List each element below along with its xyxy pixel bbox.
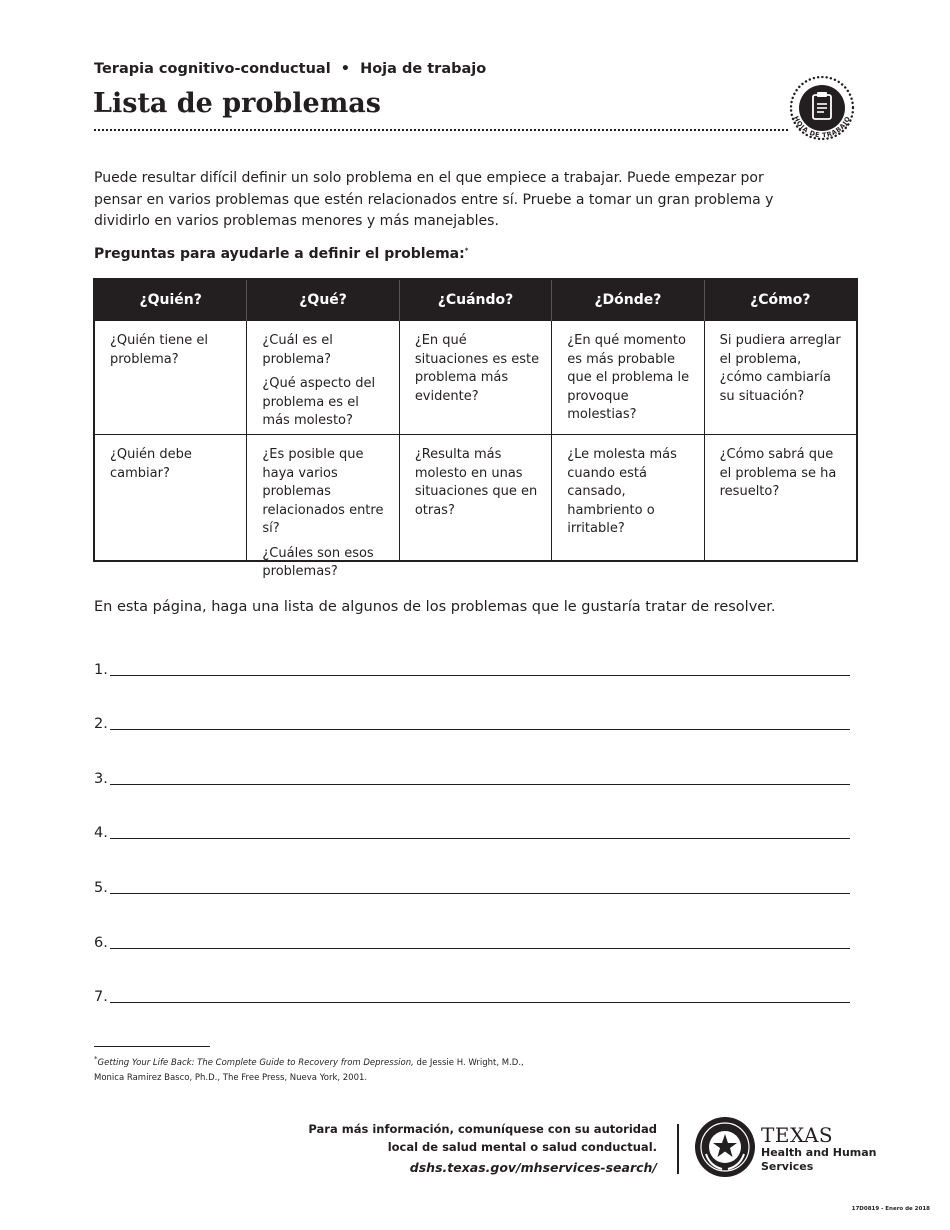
- table-cell: [95, 435, 246, 560]
- table-cell: [95, 321, 246, 434]
- question-text: ¿En qué momento es más probable que el problema le provoque molestias?: [567, 333, 690, 422]
- table-cell: [399, 435, 551, 560]
- title-dotted-rule: [94, 129, 788, 131]
- line-number: 4.: [94, 825, 108, 841]
- answer-line[interactable]: [110, 716, 850, 730]
- answer-line[interactable]: [110, 825, 850, 839]
- column-header-como: ¿Cómo?: [704, 280, 856, 321]
- footer-divider: [677, 1124, 679, 1174]
- brand-subtitle-line-2: Services: [761, 1159, 814, 1173]
- questions-table: [93, 278, 858, 579]
- question-text: ¿Cuál es el problema?: [262, 333, 333, 367]
- table-cell: [551, 435, 703, 560]
- question-text: ¿Le molesta más cuando está cansado, hambriento o irritable?: [567, 447, 677, 536]
- footnote-mark: *: [94, 1054, 98, 1063]
- list-instructions: En esta página, haga una lista de algunos de los problemas que le gustaría tratar de resolver.: [94, 599, 776, 615]
- contact-info: [308, 1120, 657, 1156]
- worksheet-badge: [786, 76, 858, 146]
- line-number: 6.: [94, 935, 108, 951]
- document-code: 17D0819 - Enero de 2018: [851, 1206, 930, 1212]
- answer-line[interactable]: [110, 880, 850, 894]
- table-cell: [246, 321, 398, 434]
- texas-seal-icon: [694, 1116, 756, 1178]
- footnote-line-1: [94, 1054, 524, 1068]
- question-text: ¿Quién debe cambiar?: [110, 447, 192, 481]
- contact-url-link[interactable]: dshs.texas.gov/mhservices-search/: [409, 1160, 657, 1175]
- question-text: ¿Qué aspecto del problema es el más molesto?: [262, 376, 376, 428]
- line-number: 3.: [94, 771, 108, 787]
- question-text: ¿Es posible que haya varios problemas relacionados entre sí?: [262, 447, 384, 536]
- problem-line-5[interactable]: [94, 874, 850, 896]
- answer-line[interactable]: [110, 771, 850, 785]
- column-header-quien: ¿Quién?: [139, 292, 202, 308]
- brand-subtitle-line-1: Health and Human: [761, 1146, 877, 1159]
- question-text: Si pudiera arreglar el problema, ¿cómo cambiaría su situación?: [719, 333, 841, 404]
- page-title: Lista de problemas: [93, 88, 381, 119]
- table-cell: [704, 435, 856, 560]
- table-cell: [704, 321, 856, 434]
- brand-subtitle: [761, 1146, 877, 1173]
- question-text: ¿Quién tiene el problema?: [110, 333, 209, 367]
- badge-label: HOJA DE TRABAJO: [791, 114, 853, 140]
- line-number: 2.: [94, 716, 108, 732]
- question-text: ¿En qué situaciones es este problema más evidente?: [414, 333, 540, 404]
- line-number: 7.: [94, 989, 108, 1005]
- brand-name: TEXAS: [761, 1123, 834, 1147]
- contact-line-2: local de salud mental o salud conductual.: [387, 1140, 657, 1154]
- intro-paragraph: Puede resultar difícil definir un solo problema en el que empiece a trabajar. Puede empezar por pensar en varios problemas que estén relacionados entre sí. Pruebe a tomar un gran problema y dividirlo en varios problemas menores y más manejables.: [94, 170, 774, 229]
- column-header-donde: ¿Dónde?: [551, 280, 703, 321]
- problem-line-6[interactable]: [94, 929, 850, 951]
- question-text: ¿Cuáles son esos problemas?: [262, 545, 374, 579]
- problem-line-4[interactable]: [94, 819, 850, 841]
- doc-type-label: Hoja de trabajo: [360, 61, 487, 77]
- series-label: Terapia cognitivo-conductual: [94, 61, 331, 77]
- table-cell: [551, 321, 703, 434]
- footnote-marker: *: [464, 246, 469, 255]
- problem-line-1[interactable]: [94, 656, 850, 678]
- contact-line-1: Para más información, comuníquese con su autoridad: [308, 1122, 657, 1136]
- line-number: 1.: [94, 662, 108, 678]
- question-text: ¿Cómo sabrá que el problema se ha resuelto?: [719, 447, 837, 499]
- table-row: [95, 434, 856, 579]
- column-header-que: ¿Qué?: [246, 280, 398, 321]
- table-cell: [246, 435, 398, 579]
- problem-line-7[interactable]: [94, 983, 850, 1005]
- footnote-book-title: Getting Your Life Back: The Complete Guide to Recovery from Depression,: [97, 1057, 414, 1068]
- column-header-cuando: ¿Cuándo?: [399, 280, 551, 321]
- footnote-authors: de Jessie H. Wright, M.D.,: [413, 1057, 524, 1068]
- line-number: 5.: [94, 880, 108, 896]
- table-cell: [399, 321, 551, 434]
- problem-line-3[interactable]: [94, 765, 850, 787]
- answer-line[interactable]: [110, 662, 850, 676]
- footnote-rule: [94, 1046, 210, 1047]
- table-row: [95, 321, 856, 434]
- problem-line-2[interactable]: [94, 710, 850, 732]
- answer-line[interactable]: [110, 989, 850, 1003]
- questions-heading-text: Preguntas para ayudarle a definir el problema:: [94, 246, 465, 262]
- question-text: ¿Resulta más molesto en unas situaciones que en otras?: [414, 447, 538, 518]
- questions-heading: [94, 246, 468, 262]
- answer-line[interactable]: [110, 935, 850, 949]
- questions-table-header: [95, 280, 856, 321]
- footnote-line-2: Monica Ramirez Basco, Ph.D., The Free Press, Nueva York, 2001.: [94, 1073, 368, 1083]
- worksheet-kicker: [94, 61, 486, 77]
- kicker-separator: •: [340, 61, 351, 77]
